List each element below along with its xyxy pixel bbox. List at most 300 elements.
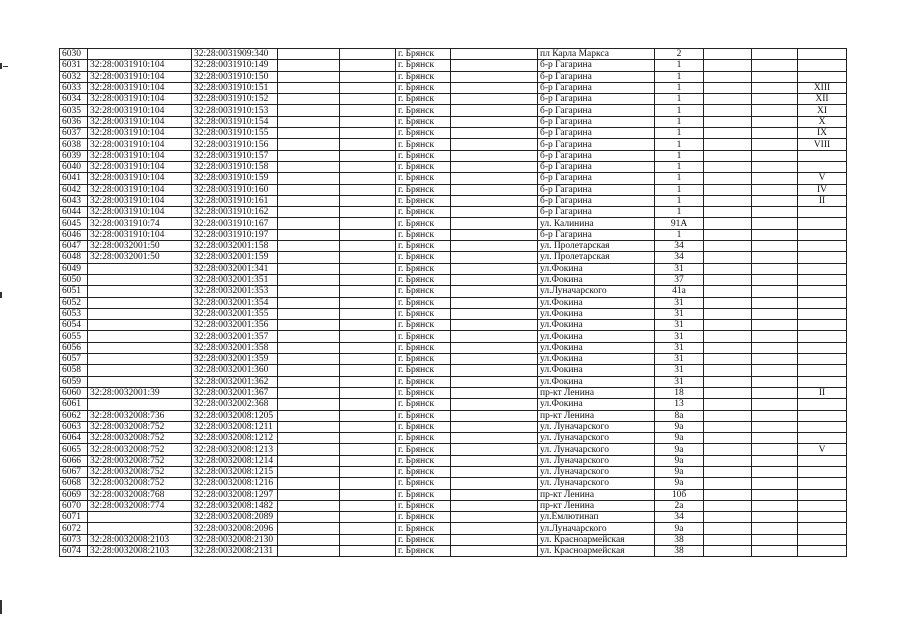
street-cell: пр-кт Ленина bbox=[538, 489, 655, 500]
house-number-cell: 31 bbox=[655, 365, 704, 376]
row-number-cell: 6034 bbox=[60, 94, 88, 105]
city-cell: г. Брянск bbox=[396, 478, 451, 489]
room-numeral-cell bbox=[798, 286, 847, 297]
empty-cell bbox=[752, 500, 798, 511]
empty-cell bbox=[340, 105, 396, 116]
empty-cell bbox=[278, 229, 340, 240]
city-cell: г. Брянск bbox=[396, 173, 451, 184]
house-number-cell: 9а bbox=[655, 421, 704, 432]
row-number-cell: 6069 bbox=[60, 489, 88, 500]
house-number-cell: 91А bbox=[655, 218, 704, 229]
street-cell: ул.Фокина bbox=[538, 274, 655, 285]
room-numeral-cell: XI bbox=[798, 105, 847, 116]
empty-cell bbox=[278, 94, 340, 105]
empty-cell bbox=[340, 546, 396, 557]
cadastral-number-cell: 32:28:0032008:1212 bbox=[192, 433, 278, 444]
house-number-cell: 34 bbox=[655, 252, 704, 263]
empty-cell bbox=[278, 49, 340, 60]
room-numeral-cell bbox=[798, 466, 847, 477]
cadastral-number-cell: 32:28:0031910:155 bbox=[192, 128, 278, 139]
parent-cadastral-cell bbox=[88, 399, 192, 410]
parent-cadastral-cell: 32:28:0031910:104 bbox=[88, 173, 192, 184]
empty-cell bbox=[451, 466, 538, 477]
room-numeral-cell: IV bbox=[798, 184, 847, 195]
table-row bbox=[60, 433, 847, 444]
row-number-cell: 6039 bbox=[60, 150, 88, 161]
registry-table bbox=[59, 48, 847, 557]
parent-cadastral-cell bbox=[88, 342, 192, 353]
house-number-cell: 1 bbox=[655, 94, 704, 105]
row-number-cell: 6044 bbox=[60, 207, 88, 218]
house-number-cell: 1 bbox=[655, 82, 704, 93]
table-row bbox=[60, 263, 847, 274]
cadastral-number-cell: 32:28:0032008:1297 bbox=[192, 489, 278, 500]
house-number-cell: 31 bbox=[655, 342, 704, 353]
cadastral-number-cell: 32:28:0032008:2096 bbox=[192, 523, 278, 534]
city-cell: г. Брянск bbox=[396, 218, 451, 229]
empty-cell bbox=[752, 331, 798, 342]
empty-cell bbox=[704, 342, 752, 353]
empty-cell bbox=[278, 252, 340, 263]
house-number-cell: 34 bbox=[655, 512, 704, 523]
scan-mark-left bbox=[3, 66, 8, 67]
empty-cell bbox=[752, 433, 798, 444]
parent-cadastral-cell: 32:28:0032001:50 bbox=[88, 241, 192, 252]
city-cell: г. Брянск bbox=[396, 71, 451, 82]
house-number-cell: 1 bbox=[655, 173, 704, 184]
city-cell: г. Брянск bbox=[396, 410, 451, 421]
empty-cell bbox=[340, 365, 396, 376]
table-row bbox=[60, 387, 847, 398]
table-row bbox=[60, 116, 847, 127]
row-number-cell: 6054 bbox=[60, 320, 88, 331]
empty-cell bbox=[752, 229, 798, 240]
street-cell: ул. Пролетарская bbox=[538, 252, 655, 263]
empty-cell bbox=[340, 173, 396, 184]
house-number-cell: 9а bbox=[655, 523, 704, 534]
empty-cell bbox=[278, 116, 340, 127]
table-row bbox=[60, 274, 847, 285]
house-number-cell: 31 bbox=[655, 320, 704, 331]
street-cell: б-р Гагарина bbox=[538, 94, 655, 105]
empty-cell bbox=[704, 207, 752, 218]
street-cell: ул.Емлютинап bbox=[538, 512, 655, 523]
empty-cell bbox=[704, 139, 752, 150]
city-cell: г. Брянск bbox=[396, 399, 451, 410]
empty-cell bbox=[340, 534, 396, 545]
row-number-cell: 6041 bbox=[60, 173, 88, 184]
cadastral-number-cell: 32:28:0031910:154 bbox=[192, 116, 278, 127]
room-numeral-cell bbox=[798, 150, 847, 161]
empty-cell bbox=[752, 128, 798, 139]
street-cell: б-р Гагарина bbox=[538, 173, 655, 184]
empty-cell bbox=[752, 116, 798, 127]
empty-cell bbox=[278, 139, 340, 150]
empty-cell bbox=[451, 207, 538, 218]
empty-cell bbox=[278, 399, 340, 410]
table-row bbox=[60, 354, 847, 365]
table-row bbox=[60, 320, 847, 331]
parent-cadastral-cell bbox=[88, 320, 192, 331]
room-numeral-cell bbox=[798, 331, 847, 342]
table-row bbox=[60, 49, 847, 60]
empty-cell bbox=[340, 150, 396, 161]
city-cell: г. Брянск bbox=[396, 82, 451, 93]
empty-cell bbox=[278, 421, 340, 432]
parent-cadastral-cell: 32:28:0032008:774 bbox=[88, 500, 192, 511]
row-number-cell: 6057 bbox=[60, 354, 88, 365]
house-number-cell: 2а bbox=[655, 500, 704, 511]
parent-cadastral-cell bbox=[88, 354, 192, 365]
city-cell: г. Брянск bbox=[396, 229, 451, 240]
house-number-cell: 9а bbox=[655, 466, 704, 477]
empty-cell bbox=[752, 71, 798, 82]
empty-cell bbox=[340, 94, 396, 105]
empty-cell bbox=[752, 399, 798, 410]
table-row bbox=[60, 195, 847, 206]
city-cell: г. Брянск bbox=[396, 207, 451, 218]
parent-cadastral-cell bbox=[88, 376, 192, 387]
empty-cell bbox=[752, 274, 798, 285]
table-row bbox=[60, 71, 847, 82]
street-cell: ул.Луначарского bbox=[538, 523, 655, 534]
empty-cell bbox=[278, 342, 340, 353]
empty-cell bbox=[340, 116, 396, 127]
row-number-cell: 6047 bbox=[60, 241, 88, 252]
house-number-cell: 1 bbox=[655, 105, 704, 116]
empty-cell bbox=[278, 128, 340, 139]
row-number-cell: 6068 bbox=[60, 478, 88, 489]
room-numeral-cell bbox=[798, 433, 847, 444]
empty-cell bbox=[278, 150, 340, 161]
empty-cell bbox=[451, 195, 538, 206]
cadastral-number-cell: 32:28:0032001:159 bbox=[192, 252, 278, 263]
parent-cadastral-cell: 32:28:0031910:74 bbox=[88, 218, 192, 229]
street-cell: б-р Гагарина bbox=[538, 139, 655, 150]
empty-cell bbox=[278, 455, 340, 466]
room-numeral-cell bbox=[798, 60, 847, 71]
empty-cell bbox=[278, 489, 340, 500]
empty-cell bbox=[752, 546, 798, 557]
empty-cell bbox=[340, 218, 396, 229]
empty-cell bbox=[451, 252, 538, 263]
empty-cell bbox=[451, 308, 538, 319]
empty-cell bbox=[340, 421, 396, 432]
row-number-cell: 6060 bbox=[60, 387, 88, 398]
empty-cell bbox=[451, 297, 538, 308]
parent-cadastral-cell bbox=[88, 308, 192, 319]
room-numeral-cell bbox=[798, 455, 847, 466]
empty-cell bbox=[340, 399, 396, 410]
empty-cell bbox=[752, 523, 798, 534]
room-numeral-cell bbox=[798, 320, 847, 331]
empty-cell bbox=[704, 410, 752, 421]
room-numeral-cell bbox=[798, 376, 847, 387]
row-number-cell: 6046 bbox=[60, 229, 88, 240]
empty-cell bbox=[704, 195, 752, 206]
parent-cadastral-cell: 32:28:0032008:752 bbox=[88, 478, 192, 489]
city-cell: г. Брянск bbox=[396, 263, 451, 274]
empty-cell bbox=[752, 455, 798, 466]
table-row bbox=[60, 297, 847, 308]
row-number-cell: 6062 bbox=[60, 410, 88, 421]
parent-cadastral-cell: 32:28:0031910:104 bbox=[88, 94, 192, 105]
table-row bbox=[60, 241, 847, 252]
street-cell: пл Карла Маркса bbox=[538, 49, 655, 60]
parent-cadastral-cell: 32:28:0032008:736 bbox=[88, 410, 192, 421]
empty-cell bbox=[278, 534, 340, 545]
room-numeral-cell bbox=[798, 241, 847, 252]
empty-cell bbox=[340, 342, 396, 353]
cadastral-number-cell: 32:28:0032008:2089 bbox=[192, 512, 278, 523]
street-cell: ул.Фокина bbox=[538, 342, 655, 353]
empty-cell bbox=[451, 105, 538, 116]
street-cell: ул.Фокина bbox=[538, 320, 655, 331]
empty-cell bbox=[704, 489, 752, 500]
table-row bbox=[60, 286, 847, 297]
city-cell: г. Брянск bbox=[396, 523, 451, 534]
house-number-cell: 41а bbox=[655, 286, 704, 297]
room-numeral-cell: VIII bbox=[798, 139, 847, 150]
room-numeral-cell bbox=[798, 218, 847, 229]
scan-mark-left bbox=[0, 63, 2, 69]
empty-cell bbox=[340, 410, 396, 421]
parent-cadastral-cell: 32:28:0032008:752 bbox=[88, 444, 192, 455]
row-number-cell: 6038 bbox=[60, 139, 88, 150]
parent-cadastral-cell bbox=[88, 331, 192, 342]
empty-cell bbox=[752, 105, 798, 116]
city-cell: г. Брянск bbox=[396, 546, 451, 557]
empty-cell bbox=[278, 207, 340, 218]
house-number-cell: 38 bbox=[655, 546, 704, 557]
scan-mark-left bbox=[0, 292, 2, 298]
city-cell: г. Брянск bbox=[396, 466, 451, 477]
empty-cell bbox=[340, 354, 396, 365]
street-cell: б-р Гагарина bbox=[538, 229, 655, 240]
empty-cell bbox=[340, 229, 396, 240]
empty-cell bbox=[451, 455, 538, 466]
parent-cadastral-cell: 32:28:0031910:104 bbox=[88, 150, 192, 161]
empty-cell bbox=[278, 410, 340, 421]
empty-cell bbox=[752, 139, 798, 150]
empty-cell bbox=[752, 184, 798, 195]
parent-cadastral-cell: 32:28:0032001:50 bbox=[88, 252, 192, 263]
room-numeral-cell bbox=[798, 308, 847, 319]
empty-cell bbox=[704, 331, 752, 342]
table-row bbox=[60, 478, 847, 489]
cadastral-number-cell: 32:28:0031910:161 bbox=[192, 195, 278, 206]
table-row bbox=[60, 534, 847, 545]
room-numeral-cell bbox=[798, 523, 847, 534]
empty-cell bbox=[704, 150, 752, 161]
empty-cell bbox=[752, 308, 798, 319]
empty-cell bbox=[340, 263, 396, 274]
parent-cadastral-cell bbox=[88, 286, 192, 297]
table-row bbox=[60, 184, 847, 195]
empty-cell bbox=[704, 128, 752, 139]
street-cell: ул.Фокина bbox=[538, 308, 655, 319]
empty-cell bbox=[340, 512, 396, 523]
parent-cadastral-cell: 32:28:0031910:104 bbox=[88, 184, 192, 195]
table-row bbox=[60, 399, 847, 410]
house-number-cell: 1 bbox=[655, 150, 704, 161]
street-cell: ул. Калинина bbox=[538, 218, 655, 229]
empty-cell bbox=[340, 523, 396, 534]
empty-cell bbox=[752, 60, 798, 71]
parent-cadastral-cell bbox=[88, 49, 192, 60]
row-number-cell: 6065 bbox=[60, 444, 88, 455]
empty-cell bbox=[451, 49, 538, 60]
row-number-cell: 6072 bbox=[60, 523, 88, 534]
house-number-cell: 31 bbox=[655, 297, 704, 308]
empty-cell bbox=[340, 274, 396, 285]
row-number-cell: 6053 bbox=[60, 308, 88, 319]
house-number-cell: 37 bbox=[655, 274, 704, 285]
cadastral-number-cell: 32:28:0032008:1215 bbox=[192, 466, 278, 477]
empty-cell bbox=[451, 512, 538, 523]
table-row bbox=[60, 173, 847, 184]
room-numeral-cell bbox=[798, 365, 847, 376]
empty-cell bbox=[451, 387, 538, 398]
empty-cell bbox=[340, 71, 396, 82]
empty-cell bbox=[451, 94, 538, 105]
empty-cell bbox=[278, 320, 340, 331]
cadastral-number-cell: 32:28:0031910:153 bbox=[192, 105, 278, 116]
parent-cadastral-cell bbox=[88, 263, 192, 274]
table-row bbox=[60, 466, 847, 477]
empty-cell bbox=[752, 286, 798, 297]
empty-cell bbox=[278, 297, 340, 308]
table-row bbox=[60, 523, 847, 534]
empty-cell bbox=[704, 274, 752, 285]
table-body bbox=[60, 49, 847, 557]
empty-cell bbox=[278, 218, 340, 229]
parent-cadastral-cell: 32:28:0032008:2103 bbox=[88, 534, 192, 545]
empty-cell bbox=[451, 128, 538, 139]
cadastral-number-cell: 32:28:0031910:149 bbox=[192, 60, 278, 71]
street-cell: ул. Красноармейская bbox=[538, 546, 655, 557]
empty-cell bbox=[752, 82, 798, 93]
cadastral-number-cell: 32:28:0032008:1205 bbox=[192, 410, 278, 421]
empty-cell bbox=[704, 534, 752, 545]
house-number-cell: 1 bbox=[655, 195, 704, 206]
parent-cadastral-cell bbox=[88, 274, 192, 285]
empty-cell bbox=[278, 331, 340, 342]
table-row bbox=[60, 94, 847, 105]
parent-cadastral-cell: 32:28:0031910:104 bbox=[88, 116, 192, 127]
table-row bbox=[60, 139, 847, 150]
empty-cell bbox=[752, 478, 798, 489]
street-cell: ул. Пролетарская bbox=[538, 241, 655, 252]
house-number-cell: 1 bbox=[655, 207, 704, 218]
city-cell: г. Брянск bbox=[396, 342, 451, 353]
street-cell: б-р Гагарина bbox=[538, 150, 655, 161]
empty-cell bbox=[704, 173, 752, 184]
city-cell: г. Брянск bbox=[396, 150, 451, 161]
table-row bbox=[60, 365, 847, 376]
room-numeral-cell: II bbox=[798, 195, 847, 206]
table-row bbox=[60, 128, 847, 139]
cadastral-number-cell: 32:28:0032001:356 bbox=[192, 320, 278, 331]
room-numeral-cell bbox=[798, 399, 847, 410]
empty-cell bbox=[340, 128, 396, 139]
empty-cell bbox=[451, 286, 538, 297]
city-cell: г. Брянск bbox=[396, 512, 451, 523]
empty-cell bbox=[704, 387, 752, 398]
empty-cell bbox=[451, 410, 538, 421]
empty-cell bbox=[451, 376, 538, 387]
empty-cell bbox=[704, 184, 752, 195]
cadastral-number-cell: 32:28:0032001:353 bbox=[192, 286, 278, 297]
empty-cell bbox=[278, 173, 340, 184]
empty-cell bbox=[752, 263, 798, 274]
street-cell: ул. Луначарского bbox=[538, 421, 655, 432]
empty-cell bbox=[340, 207, 396, 218]
empty-cell bbox=[451, 399, 538, 410]
cadastral-number-cell: 32:28:0031910:167 bbox=[192, 218, 278, 229]
street-cell: б-р Гагарина bbox=[538, 71, 655, 82]
row-number-cell: 6030 bbox=[60, 49, 88, 60]
cadastral-number-cell: 32:28:0031910:150 bbox=[192, 71, 278, 82]
empty-cell bbox=[451, 263, 538, 274]
row-number-cell: 6051 bbox=[60, 286, 88, 297]
room-numeral-cell bbox=[798, 512, 847, 523]
table-row bbox=[60, 376, 847, 387]
cadastral-number-cell: 32:28:0032008:1216 bbox=[192, 478, 278, 489]
empty-cell bbox=[340, 444, 396, 455]
house-number-cell: 31 bbox=[655, 331, 704, 342]
row-number-cell: 6059 bbox=[60, 376, 88, 387]
table-row bbox=[60, 229, 847, 240]
empty-cell bbox=[752, 410, 798, 421]
empty-cell bbox=[451, 489, 538, 500]
cadastral-number-cell: 32:28:0031910:152 bbox=[192, 94, 278, 105]
empty-cell bbox=[278, 365, 340, 376]
empty-cell bbox=[278, 433, 340, 444]
cadastral-number-cell: 32:28:0032008:1482 bbox=[192, 500, 278, 511]
empty-cell bbox=[752, 218, 798, 229]
table-row bbox=[60, 546, 847, 557]
street-cell: ул.Луначарского bbox=[538, 286, 655, 297]
empty-cell bbox=[704, 218, 752, 229]
street-cell: ул. Луначарского bbox=[538, 433, 655, 444]
house-number-cell: 31 bbox=[655, 354, 704, 365]
empty-cell bbox=[278, 500, 340, 511]
house-number-cell: 1 bbox=[655, 229, 704, 240]
empty-cell bbox=[340, 320, 396, 331]
house-number-cell: 9а bbox=[655, 433, 704, 444]
empty-cell bbox=[451, 444, 538, 455]
row-number-cell: 6042 bbox=[60, 184, 88, 195]
city-cell: г. Брянск bbox=[396, 421, 451, 432]
house-number-cell: 34 bbox=[655, 241, 704, 252]
city-cell: г. Брянск bbox=[396, 94, 451, 105]
house-number-cell: 1 bbox=[655, 60, 704, 71]
empty-cell bbox=[340, 331, 396, 342]
empty-cell bbox=[451, 354, 538, 365]
city-cell: г. Брянск bbox=[396, 241, 451, 252]
empty-cell bbox=[752, 252, 798, 263]
empty-cell bbox=[704, 60, 752, 71]
cadastral-number-cell: 32:28:0031909:340 bbox=[192, 49, 278, 60]
empty-cell bbox=[752, 376, 798, 387]
street-cell: ул.Фокина bbox=[538, 331, 655, 342]
city-cell: г. Брянск bbox=[396, 184, 451, 195]
empty-cell bbox=[278, 376, 340, 387]
street-cell: ул. Луначарского bbox=[538, 466, 655, 477]
room-numeral-cell: V bbox=[798, 173, 847, 184]
empty-cell bbox=[451, 342, 538, 353]
